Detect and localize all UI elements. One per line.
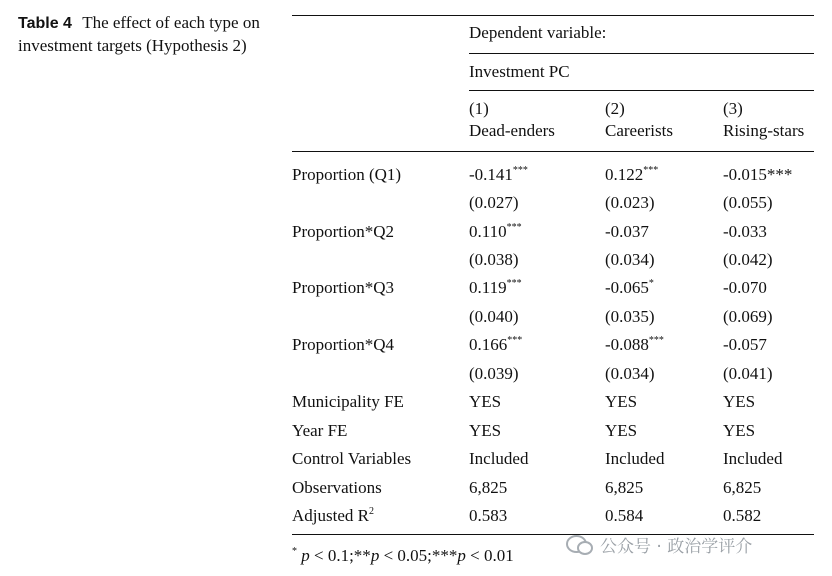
stat-value: YES [605,421,638,440]
significance-footnote: * p < 0.1;**p < 0.05;***p < 0.01 [292,546,514,565]
standard-error: (0.055) [723,193,773,212]
stat-value: Included [723,449,783,468]
stat-value: 6,825 [605,478,644,497]
standard-error: (0.069) [723,307,773,326]
stat-value: YES [723,421,756,440]
significance-stars: *** [506,278,522,289]
table-caption [18,12,278,57]
row-label: Proportion*Q2 [292,222,394,241]
row-label: Proportion*Q4 [292,335,394,354]
dep-var-label: Dependent variable: [469,23,607,42]
row-label: Municipality FE [292,392,404,411]
standard-error: (0.038) [469,250,519,269]
stat-value: YES [469,421,502,440]
top-rule [292,15,814,16]
coefficient: -0.057 [723,335,767,354]
coefficient: -0.088*** [605,335,664,354]
standard-error: (0.034) [605,364,655,383]
coefficient: 0.119*** [469,278,522,297]
row-label: Proportion*Q3 [292,278,394,297]
header-rule [292,151,814,152]
watermark [566,529,752,559]
column-number: (2) [605,99,625,118]
column-name: Dead-enders [469,121,555,140]
row-label: Adjusted $R^2$ [292,506,374,525]
coefficient: -0.015*** [723,165,793,184]
coefficient: 0.122*** [605,165,659,184]
stat-value: Included [469,449,529,468]
significance-stars: *** [648,335,664,346]
stat-value: 0.583 [469,506,508,525]
significance-stars: *** [643,165,659,176]
stat-value: YES [723,392,756,411]
standard-error: (0.042) [723,250,773,269]
column-name: Careerists [605,121,673,140]
stat-value: YES [469,392,502,411]
row-label: Year FE [292,421,348,440]
significance-stars: *** [512,165,528,176]
stat-value: YES [605,392,638,411]
table-label: Table 4 [18,15,72,32]
significance-stars: *** [506,222,522,233]
column-number: (1) [469,99,489,118]
stat-value: 6,825 [469,478,508,497]
significance-stars: * [648,278,654,289]
coefficient: -0.141*** [469,165,528,184]
watermark-text: 公众号 · 政治学评介 [600,536,753,557]
standard-error: (0.023) [605,193,655,212]
significance-stars: *** [507,335,523,346]
row-label: Control Variables [292,449,412,468]
column-number: (3) [723,99,743,118]
outcome-label: Investment PC [469,62,570,81]
coefficient: 0.110*** [469,222,522,241]
coefficient: -0.033 [723,222,767,241]
standard-error: (0.034) [605,250,655,269]
stat-value: Included [605,449,665,468]
outcome-rule [469,90,814,91]
chat-bubbles-icon [566,533,592,555]
stat-value: 0.584 [605,506,644,525]
row-label: Observations [292,478,382,497]
standard-error: (0.039) [469,364,519,383]
stat-value: 6,825 [723,478,762,497]
standard-error: (0.040) [469,307,519,326]
superscript: 2 [368,506,374,517]
table-title: The effect of each type on investment targets (Hypothesis 2) [18,13,260,55]
coefficient: 0.166*** [469,335,523,354]
standard-error: (0.035) [605,307,655,326]
standard-error: (0.041) [723,364,773,383]
coefficient: -0.037 [605,222,649,241]
dep-var-rule [469,53,814,54]
coefficient: -0.070 [723,278,767,297]
standard-error: (0.027) [469,193,519,212]
row-label: Proportion (Q1) [292,165,402,184]
stat-value: 0.582 [723,506,762,525]
coefficient: -0.065* [605,278,654,297]
column-name: Rising-stars [723,121,805,140]
